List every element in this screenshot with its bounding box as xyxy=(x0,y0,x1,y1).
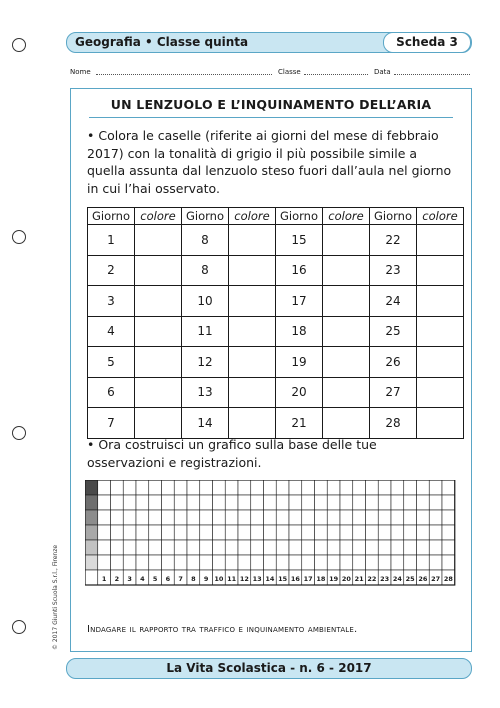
chart-cell[interactable] xyxy=(353,495,366,510)
instruction-1: • Colora le caselle (riferite ai giorni del mese di febbraio 2017) con la tonalità di grigio il più possibile simile a quella assunta dal lenzuolo steso fuori dall’aula nel giorno in cui l’hai osservato. xyxy=(87,128,452,196)
day-number: 19 xyxy=(276,347,323,378)
chart-cell[interactable] xyxy=(123,480,136,495)
chart-cell[interactable] xyxy=(289,510,302,525)
nome-field[interactable] xyxy=(96,74,272,75)
colore-header: colore xyxy=(417,208,464,225)
data-label: Data xyxy=(374,68,391,76)
gray-shade-swatch xyxy=(85,495,98,510)
chart-cell[interactable] xyxy=(366,480,379,495)
chart-cell[interactable] xyxy=(391,555,404,570)
colore-header: colore xyxy=(323,208,370,225)
color-cell[interactable] xyxy=(417,347,464,378)
day-label: 23 xyxy=(380,575,390,583)
table-row xyxy=(88,255,464,286)
observation-chart-grid xyxy=(85,480,457,596)
chart-cell[interactable] xyxy=(353,510,366,525)
binder-hole xyxy=(12,620,26,634)
color-cell[interactable] xyxy=(323,408,370,439)
chart-cell[interactable] xyxy=(251,495,264,510)
chart-cell[interactable] xyxy=(429,555,442,570)
chart-cell[interactable] xyxy=(289,555,302,570)
chart-cell[interactable] xyxy=(404,480,417,495)
chart-cell[interactable] xyxy=(264,525,277,540)
day-label: 11 xyxy=(227,575,237,583)
chart-cell[interactable] xyxy=(200,495,213,510)
chart-cell[interactable] xyxy=(327,525,340,540)
chart-cell[interactable] xyxy=(187,540,200,555)
chart-cell[interactable] xyxy=(174,480,187,495)
chart-cell[interactable] xyxy=(238,540,251,555)
chart-cell[interactable] xyxy=(149,525,162,540)
chart-cell[interactable] xyxy=(391,525,404,540)
chart-cell[interactable] xyxy=(366,525,379,540)
chart-cell[interactable] xyxy=(353,480,366,495)
chart-cell[interactable] xyxy=(238,480,251,495)
chart-cell[interactable] xyxy=(238,495,251,510)
table-row xyxy=(88,286,464,317)
chart-cell[interactable] xyxy=(149,555,162,570)
day-label: 7 xyxy=(178,575,183,583)
chart-cell[interactable] xyxy=(315,510,328,525)
chart-cell[interactable] xyxy=(442,555,455,570)
day-label: 18 xyxy=(316,575,326,583)
chart-cell[interactable] xyxy=(315,480,328,495)
chart-cell[interactable] xyxy=(417,495,430,510)
chart-cell[interactable] xyxy=(162,525,175,540)
color-cell[interactable] xyxy=(323,286,370,317)
chart-cell[interactable] xyxy=(225,495,238,510)
chart-cell[interactable] xyxy=(378,495,391,510)
data-field[interactable] xyxy=(394,74,470,75)
days-table xyxy=(87,207,464,439)
worksheet-frame xyxy=(70,88,472,652)
scheda-label: Scheda 3 xyxy=(383,32,471,53)
chart-cell[interactable] xyxy=(442,495,455,510)
color-cell[interactable] xyxy=(135,316,182,347)
gray-shade-swatch xyxy=(85,525,98,540)
chart-cell[interactable] xyxy=(213,540,226,555)
chart-cell[interactable] xyxy=(315,525,328,540)
table-row xyxy=(88,408,464,439)
footnote: Indagare il rapporto tra traffico e inquinamento ambientale. xyxy=(87,624,358,635)
color-cell[interactable] xyxy=(229,347,276,378)
chart-cell[interactable] xyxy=(251,555,264,570)
chart-cell[interactable] xyxy=(162,510,175,525)
color-cell[interactable] xyxy=(417,255,464,286)
chart-cell[interactable] xyxy=(302,540,315,555)
chart-cell[interactable] xyxy=(98,495,111,510)
day-number: 7 xyxy=(88,408,135,439)
chart-cell[interactable] xyxy=(149,495,162,510)
color-cell[interactable] xyxy=(417,408,464,439)
day-label: 12 xyxy=(239,575,249,583)
chart-cell[interactable] xyxy=(429,525,442,540)
chart-cell[interactable] xyxy=(302,510,315,525)
chart-cell[interactable] xyxy=(123,495,136,510)
day-label: 3 xyxy=(127,575,132,583)
chart-cell[interactable] xyxy=(200,555,213,570)
chart-cell[interactable] xyxy=(366,510,379,525)
day-number: 27 xyxy=(370,377,417,408)
chart-cell[interactable] xyxy=(276,495,289,510)
day-label: 17 xyxy=(303,575,313,583)
chart-cell[interactable] xyxy=(378,525,391,540)
day-label: 2 xyxy=(114,575,120,583)
chart-cell[interactable] xyxy=(264,540,277,555)
table-row xyxy=(88,316,464,347)
page-title: UN LENZUOLO E L’INQUINAMENTO DELL’ARIA xyxy=(110,97,432,112)
gray-shade-swatch xyxy=(85,540,98,555)
chart-cell[interactable] xyxy=(429,495,442,510)
classe-field[interactable] xyxy=(304,74,368,75)
chart-cell[interactable] xyxy=(378,555,391,570)
chart-cell[interactable] xyxy=(404,495,417,510)
color-cell[interactable] xyxy=(135,377,182,408)
day-label: 16 xyxy=(290,575,300,583)
chart-cell[interactable] xyxy=(366,495,379,510)
color-cell[interactable] xyxy=(323,347,370,378)
chart-cell[interactable] xyxy=(174,525,187,540)
day-label: 22 xyxy=(367,575,377,583)
chart-cell[interactable] xyxy=(340,525,353,540)
day-number: 5 xyxy=(88,347,135,378)
color-cell[interactable] xyxy=(417,377,464,408)
day-number: 15 xyxy=(276,225,323,256)
chart-cell[interactable] xyxy=(162,555,175,570)
chart-cell[interactable] xyxy=(289,495,302,510)
chart-cell[interactable] xyxy=(225,525,238,540)
day-label: 21 xyxy=(354,575,364,583)
day-number: 12 xyxy=(182,347,229,378)
chart-cell[interactable] xyxy=(404,540,417,555)
day-number: 8 xyxy=(182,225,229,256)
chart-cell[interactable] xyxy=(98,510,111,525)
chart-cell[interactable] xyxy=(123,540,136,555)
table-row xyxy=(88,347,464,378)
chart-cell[interactable] xyxy=(353,555,366,570)
day-number: 24 xyxy=(370,286,417,317)
chart-cell[interactable] xyxy=(111,555,124,570)
chart-cell[interactable] xyxy=(149,480,162,495)
chart-cell[interactable] xyxy=(289,525,302,540)
day-label: 9 xyxy=(203,575,209,583)
color-cell[interactable] xyxy=(417,225,464,256)
colore-header: colore xyxy=(135,208,182,225)
chart-cell[interactable] xyxy=(225,480,238,495)
day-label: 25 xyxy=(405,575,415,583)
color-cell[interactable] xyxy=(135,255,182,286)
chart-cell[interactable] xyxy=(136,555,149,570)
table-row xyxy=(88,377,464,408)
chart-cell[interactable] xyxy=(340,480,353,495)
day-number: 11 xyxy=(182,316,229,347)
day-number: 23 xyxy=(370,255,417,286)
giorno-header: Giorno xyxy=(182,208,229,225)
day-number: 8 xyxy=(182,255,229,286)
day-label: 27 xyxy=(431,575,441,583)
colore-header: colore xyxy=(229,208,276,225)
color-cell[interactable] xyxy=(417,286,464,317)
chart-cell[interactable] xyxy=(417,540,430,555)
chart-cell[interactable] xyxy=(225,540,238,555)
chart-cell[interactable] xyxy=(417,555,430,570)
chart-cell[interactable] xyxy=(225,510,238,525)
chart-cell[interactable] xyxy=(429,540,442,555)
day-number: 18 xyxy=(276,316,323,347)
chart-cell[interactable] xyxy=(429,510,442,525)
chart-cell[interactable] xyxy=(174,495,187,510)
day-number: 3 xyxy=(88,286,135,317)
day-label: 19 xyxy=(329,575,339,583)
chart-cell[interactable] xyxy=(251,510,264,525)
day-label: 20 xyxy=(341,575,351,583)
day-number: 26 xyxy=(370,347,417,378)
day-label: 8 xyxy=(191,575,196,583)
gray-shade-swatch xyxy=(85,555,98,570)
chart-cell[interactable] xyxy=(276,480,289,495)
chart-cell[interactable] xyxy=(123,525,136,540)
chart-cell[interactable] xyxy=(264,510,277,525)
classe-label: Classe xyxy=(278,68,301,76)
chart-cell[interactable] xyxy=(136,495,149,510)
chart-cell[interactable] xyxy=(251,480,264,495)
color-cell[interactable] xyxy=(135,347,182,378)
chart-cell[interactable] xyxy=(417,510,430,525)
day-number: 2 xyxy=(88,255,135,286)
chart-cell[interactable] xyxy=(442,540,455,555)
chart-cell[interactable] xyxy=(417,480,430,495)
chart-cell[interactable] xyxy=(111,525,124,540)
day-label: 24 xyxy=(392,575,402,583)
chart-cell[interactable] xyxy=(378,540,391,555)
chart-cell[interactable] xyxy=(340,510,353,525)
chart-cell[interactable] xyxy=(340,495,353,510)
day-number: 28 xyxy=(370,408,417,439)
day-label: 6 xyxy=(165,575,171,583)
color-cell[interactable] xyxy=(135,225,182,256)
chart-cell[interactable] xyxy=(136,525,149,540)
chart-cell[interactable] xyxy=(315,555,328,570)
chart-cell[interactable] xyxy=(162,480,175,495)
chart-cell[interactable] xyxy=(366,540,379,555)
chart-cell[interactable] xyxy=(98,555,111,570)
chart-cell[interactable] xyxy=(123,555,136,570)
day-number: 1 xyxy=(88,225,135,256)
chart-cell[interactable] xyxy=(123,510,136,525)
chart-cell[interactable] xyxy=(404,555,417,570)
giorno-header: Giorno xyxy=(370,208,417,225)
chart-cell[interactable] xyxy=(111,480,124,495)
chart-cell[interactable] xyxy=(302,495,315,510)
chart-cell[interactable] xyxy=(98,540,111,555)
chart-cell[interactable] xyxy=(340,555,353,570)
corner-cell xyxy=(85,570,98,585)
color-cell[interactable] xyxy=(229,408,276,439)
chart-cell[interactable] xyxy=(111,510,124,525)
chart-cell[interactable] xyxy=(391,480,404,495)
chart-cell[interactable] xyxy=(162,495,175,510)
binder-hole xyxy=(12,230,26,244)
chart-cell[interactable] xyxy=(200,510,213,525)
chart-cell[interactable] xyxy=(366,555,379,570)
chart-cell[interactable] xyxy=(174,555,187,570)
day-number: 20 xyxy=(276,377,323,408)
color-cell[interactable] xyxy=(323,316,370,347)
chart-cell[interactable] xyxy=(174,510,187,525)
chart-cell[interactable] xyxy=(289,480,302,495)
chart-cell[interactable] xyxy=(276,540,289,555)
chart-cell[interactable] xyxy=(442,525,455,540)
chart-cell[interactable] xyxy=(187,510,200,525)
chart-cell[interactable] xyxy=(315,495,328,510)
chart-cell[interactable] xyxy=(442,510,455,525)
chart-cell[interactable] xyxy=(162,540,175,555)
chart-cell[interactable] xyxy=(264,555,277,570)
chart-cell[interactable] xyxy=(353,540,366,555)
chart-cell[interactable] xyxy=(149,540,162,555)
chart-cell[interactable] xyxy=(200,525,213,540)
day-number: 21 xyxy=(276,408,323,439)
chart-cell[interactable] xyxy=(417,525,430,540)
chart-cell[interactable] xyxy=(111,540,124,555)
binder-hole xyxy=(12,426,26,440)
chart-cell[interactable] xyxy=(213,480,226,495)
chart-cell[interactable] xyxy=(200,480,213,495)
chart-cell[interactable] xyxy=(187,525,200,540)
chart-cell[interactable] xyxy=(327,510,340,525)
chart-cell[interactable] xyxy=(391,495,404,510)
chart-cell[interactable] xyxy=(327,480,340,495)
color-cell[interactable] xyxy=(323,377,370,408)
giorno-header: Giorno xyxy=(88,208,135,225)
day-number: 16 xyxy=(276,255,323,286)
day-number: 17 xyxy=(276,286,323,317)
color-cell[interactable] xyxy=(323,255,370,286)
color-cell[interactable] xyxy=(229,286,276,317)
chart-cell[interactable] xyxy=(187,495,200,510)
chart-cell[interactable] xyxy=(98,480,111,495)
color-cell[interactable] xyxy=(229,255,276,286)
day-number: 6 xyxy=(88,377,135,408)
giorno-header: Giorno xyxy=(276,208,323,225)
day-label: 26 xyxy=(418,575,428,583)
chart-cell[interactable] xyxy=(289,540,302,555)
chart-cell[interactable] xyxy=(264,495,277,510)
nome-label: Nome xyxy=(70,68,91,76)
day-number: 22 xyxy=(370,225,417,256)
chart-cell[interactable] xyxy=(302,555,315,570)
title-rule xyxy=(89,117,453,118)
chart-cell[interactable] xyxy=(251,525,264,540)
chart-cell[interactable] xyxy=(213,555,226,570)
chart-cell[interactable] xyxy=(200,540,213,555)
chart-cell[interactable] xyxy=(238,555,251,570)
table-row xyxy=(88,225,464,256)
day-label: 15 xyxy=(278,575,288,583)
copyright-credit: © 2017 Giunti Scuola S.r.l., Firenze xyxy=(52,544,59,650)
color-cell[interactable] xyxy=(135,286,182,317)
chart-cell[interactable] xyxy=(238,510,251,525)
day-number: 13 xyxy=(182,377,229,408)
chart-cell[interactable] xyxy=(378,510,391,525)
chart-cell[interactable] xyxy=(404,510,417,525)
day-label: 10 xyxy=(214,575,224,583)
chart-cell[interactable] xyxy=(327,540,340,555)
chart-cell[interactable] xyxy=(238,525,251,540)
chart-cell[interactable] xyxy=(327,495,340,510)
chart-cell[interactable] xyxy=(213,495,226,510)
color-cell[interactable] xyxy=(229,316,276,347)
day-number: 14 xyxy=(182,408,229,439)
chart-cell[interactable] xyxy=(149,510,162,525)
gray-shade-swatch xyxy=(85,510,98,525)
chart-cell[interactable] xyxy=(225,555,238,570)
chart-cell[interactable] xyxy=(136,540,149,555)
day-number: 10 xyxy=(182,286,229,317)
chart-cell[interactable] xyxy=(136,480,149,495)
day-number: 4 xyxy=(88,316,135,347)
gray-shade-swatch xyxy=(85,480,98,495)
chart-cell[interactable] xyxy=(340,540,353,555)
day-label: 1 xyxy=(101,575,107,583)
day-label: 14 xyxy=(265,575,275,583)
day-label: 4 xyxy=(140,575,145,583)
chart-cell[interactable] xyxy=(174,540,187,555)
chart-cell[interactable] xyxy=(98,525,111,540)
day-label: 5 xyxy=(152,575,158,583)
chart-cell[interactable] xyxy=(315,540,328,555)
color-cell[interactable] xyxy=(323,225,370,256)
chart-cell[interactable] xyxy=(187,480,200,495)
chart-cell[interactable] xyxy=(391,510,404,525)
footer-bar: La Vita Scolastica - n. 6 - 2017 xyxy=(66,658,472,679)
chart-cell[interactable] xyxy=(213,510,226,525)
header-bar xyxy=(66,32,472,53)
chart-cell[interactable] xyxy=(187,555,200,570)
chart-cell[interactable] xyxy=(404,525,417,540)
chart-cell[interactable] xyxy=(251,540,264,555)
chart-cell[interactable] xyxy=(429,480,442,495)
binder-hole xyxy=(12,38,26,52)
chart-cell[interactable] xyxy=(276,525,289,540)
chart-cell[interactable] xyxy=(353,525,366,540)
chart-cell[interactable] xyxy=(213,525,226,540)
day-number: 25 xyxy=(370,316,417,347)
table-body xyxy=(88,225,464,439)
chart-cell[interactable] xyxy=(264,480,277,495)
instruction-2: • Ora costruisci un grafico sulla base delle tue osservazioni e registrazioni. xyxy=(87,437,377,470)
chart-cell[interactable] xyxy=(327,555,340,570)
table-header-row xyxy=(88,208,464,225)
color-cell[interactable] xyxy=(229,225,276,256)
chart-cell[interactable] xyxy=(391,540,404,555)
chart-cell[interactable] xyxy=(276,555,289,570)
day-label: 13 xyxy=(252,575,262,583)
color-cell[interactable] xyxy=(135,408,182,439)
color-cell[interactable] xyxy=(417,316,464,347)
chart-cell[interactable] xyxy=(378,480,391,495)
chart-cell[interactable] xyxy=(302,480,315,495)
chart-cell[interactable] xyxy=(136,510,149,525)
chart-cell[interactable] xyxy=(442,480,455,495)
day-label: 28 xyxy=(443,575,453,583)
chart-cell[interactable] xyxy=(111,495,124,510)
chart-cell[interactable] xyxy=(276,510,289,525)
subject-label: Geografia • Classe quinta xyxy=(75,35,249,49)
color-cell[interactable] xyxy=(229,377,276,408)
chart-cell[interactable] xyxy=(302,525,315,540)
